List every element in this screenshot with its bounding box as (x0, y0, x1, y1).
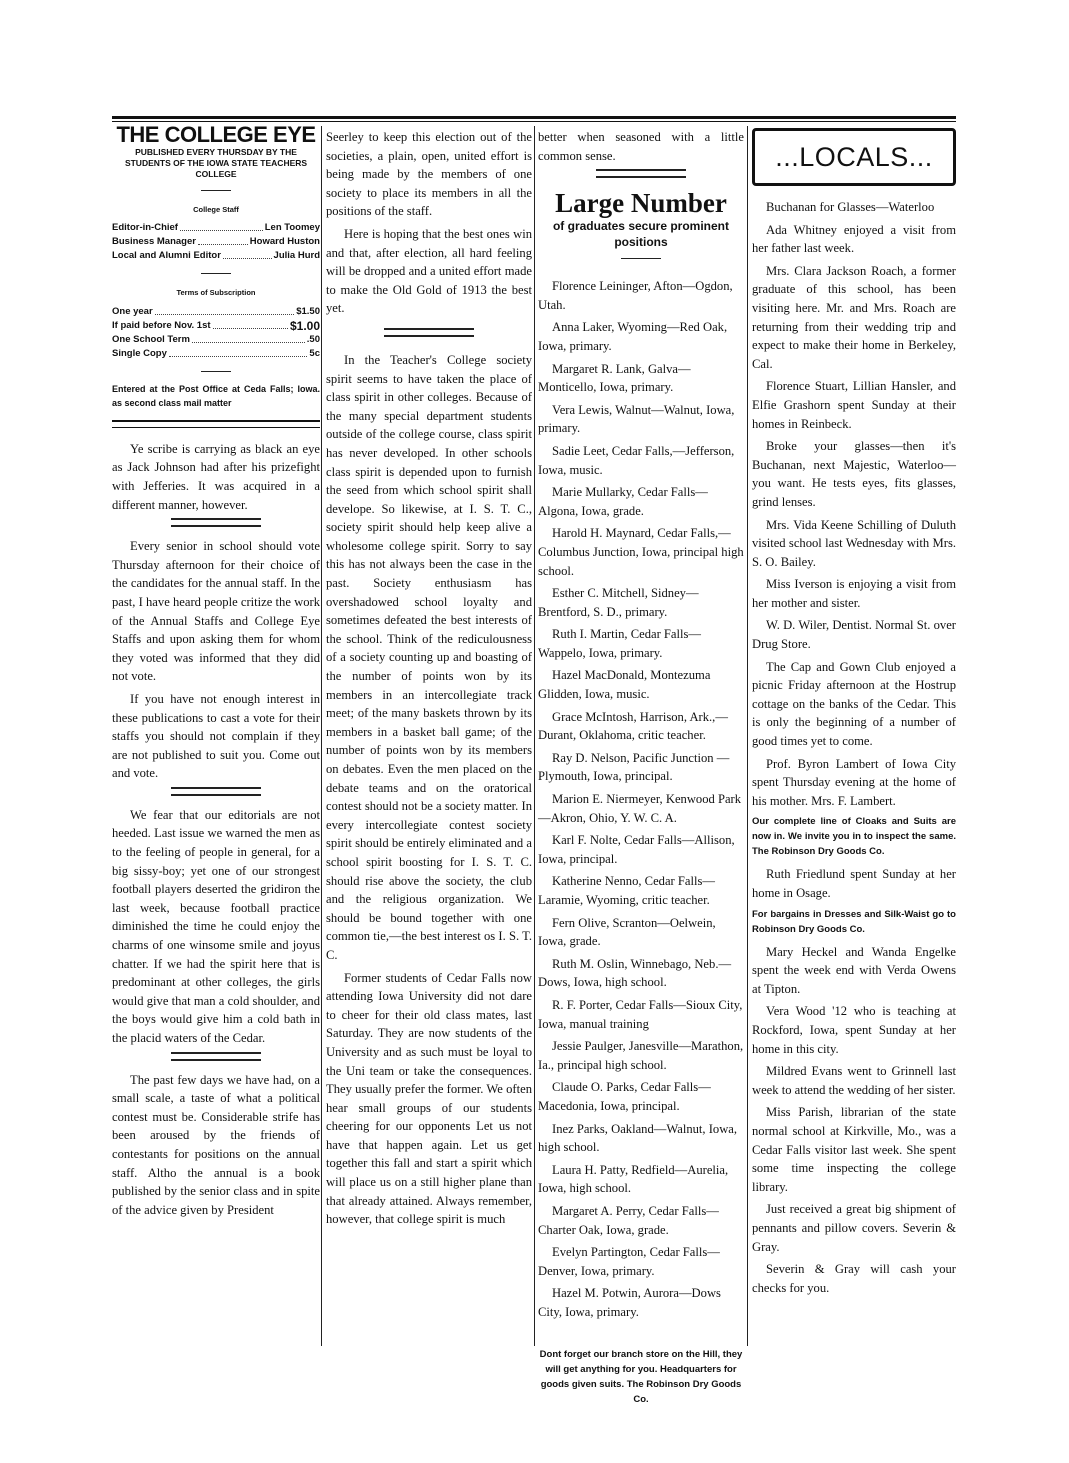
bargains-ad: For bargains in Dresses and Silk-Waist go to Robinson Dry Goods Co. (752, 908, 956, 935)
short-rule (201, 190, 231, 191)
staff-row: Editor-in-Chief Len Toomey (112, 222, 320, 234)
short-rule (201, 273, 231, 274)
local-item: Miss Iverson is enjoying a visit from her mother and sister. (752, 577, 956, 610)
graduate-entry: R. F. Porter, Cedar Falls—Sioux City, Iowa, manual training (538, 997, 743, 1031)
graduate-list (538, 277, 744, 1321)
graduate-entry: Margaret A. Perry, Cedar Falls—Charter Oak, Iowa, grade. (538, 1203, 719, 1237)
price-row: One year $1.50 (112, 305, 320, 317)
short-rule (621, 258, 661, 259)
locals-list (752, 943, 956, 1298)
graduate-entry: Vera Lewis, Walnut—Walnut, Iowa, primary. (538, 402, 735, 436)
price-row: Single Copy 5c (112, 347, 320, 359)
separator (596, 169, 686, 178)
local-item: Vera Wood '12 who is teaching at Rockford, Iowa, spent Sunday at her home in this city. (752, 1004, 956, 1056)
staff-row: Business Manager Howard Huston (112, 236, 320, 248)
separator (384, 328, 474, 337)
column-4 (752, 128, 956, 1301)
graduate-entry: Marie Mullarky, Cedar Falls—Algona, Iowa, grade. (538, 485, 708, 518)
cloaks-ad: Our complete line of Cloaks and Suits are now in. We invite you in to inspect the same. The Robinson Dry Goods Co. (752, 816, 956, 858)
local-item: Mary Heckel and Wanda Engelke spent the week end with Verda Owens at Tipton. (752, 944, 956, 996)
local-item: Broke your glasses—then it's Buchanan, next Majestic, Waterloo—you want. He tests eyes, fits glasses, grind lenses. (752, 439, 956, 509)
locals-title: ...LOCALS... (775, 141, 933, 172)
local-item: Buchanan for Glasses—Waterloo (766, 200, 935, 214)
graduate-entry: Esther C. Mitchell, Sidney—Brentford, S. D., primary. (538, 586, 699, 619)
editorial-paragraph: Former students of Cedar Falls now attending Iowa University did not dare to cheer for their old class mates, last Saturday. They are now students of the University and as such must be loyal to the Uni team or take the consequences. They usually prefer the former. We often hear small groups of our students cheering for our opponents Let us not have that happen again. Let us get together this fall and start a spirit which will place us on a still higher plane than that already attained. Always remember, however, that college spirit is much (326, 970, 532, 1227)
masthead-subtitle: PUBLISHED EVERY THURSDAY BY THE STUDENTS OF THE IOWA STATE TEACHERS COLLEGE (124, 146, 308, 179)
locals-list (752, 198, 956, 810)
graduate-entry: Margaret R. Lank, Galva—Monticello, Iowa, primary. (538, 361, 691, 395)
editorial-paragraph: Here is hoping that the best ones win and that, after election, all hard feeling will be dropped and a united effort made to make the Old Gold of 1913 the best yet. (326, 226, 532, 316)
column-2 (326, 128, 532, 1233)
headline: Large Number (555, 188, 727, 219)
graduate-entry: Florence Leininger, Afton—Ogdon, Utah. (538, 279, 733, 312)
graduate-entry: Ruth M. Oslin, Winnebago, Neb.—Dows, Iowa, high school. (538, 956, 732, 990)
local-item: Florence Stuart, Lillian Hansler, and Elfie Grashorn spent Sunday at their homes in Reinbeck. (752, 379, 956, 431)
staff-heading: College Staff (193, 204, 239, 214)
subheadline: of graduates secure prominent positions (552, 219, 730, 250)
local-item: Ruth Friedlund spent Sunday at her home in Osage. (752, 867, 956, 900)
graduate-entry: Laura H. Patty, Redfield—Aurelia, Iowa, high school. (538, 1162, 729, 1196)
editorial-paragraph: Ye scribe is carrying as black an eye as Jack Johnson had after his prizefight with Jefferies. It was acquired in a different manner, however. (112, 441, 320, 512)
column-1 (112, 122, 320, 1223)
graduate-entry: Sadie Leet, Cedar Falls,—Jefferson, Iowa, music. (538, 443, 735, 477)
graduate-entry: Karl F. Nolte, Cedar Falls—Allison, Iowa, principal. (538, 833, 735, 866)
local-item: Prof. Byron Lambert of Iowa City spent Thursday evening at the home of his mother. Mrs. F. Lambert. (752, 756, 956, 808)
graduate-entry: Evelyn Partington, Cedar Falls—Denver, Iowa, primary. (538, 1245, 720, 1278)
editorial-paragraph: We fear that our editorials are not heeded. Last issue we warned the men as to the feeling of people in general, for a big sissy-boy; yet one of our strongest football players deserted the gridiron the last week, because football practice diminished the time he could enjoy the charms of one winsome smile and joyus chatter. If we had the spirit here that is predominant at other colleges, the girls would give that man a cold shoulder, and the boys would give him a cold bath in the placid waters of the Cedar. (112, 807, 320, 1045)
local-item: Mildred Evans went to Grinnell last week to attend the wedding of her sister. (752, 1064, 956, 1097)
graduate-entry: Claude O. Parks, Cedar Falls—Macedonia, Iowa, principal. (538, 1080, 711, 1113)
top-rule (112, 116, 956, 119)
separator (171, 1052, 261, 1061)
local-item: Ada Whitney enjoyed a visit from her father last week. (752, 222, 956, 256)
graduate-entry: Inez Parks, Oakland—Walnut, Iowa, high school. (538, 1121, 738, 1155)
editorial-paragraph: Every senior in school should vote Thursday afternoon for their choice of the candidates for the annual staff. In the past, I have heard people critize the work of the Annual Staffs and College Eye Staffs and upon asking them for whom they voted was informed that they did not vote. (112, 539, 320, 684)
locals-box (752, 128, 956, 186)
graduate-entry: Fern Olive, Scranton—Oelwein, Iowa, grade. (538, 915, 716, 949)
graduate-entry: Ruth I. Martin, Cedar Falls—Wappelo, Iowa, primary. (538, 627, 702, 660)
local-item: The Cap and Gown Club enjoyed a picnic Friday afternoon at the Hostrup cottage on the banks of the Cedar. This is only the beginning of a number of good times yet to come. (752, 659, 956, 749)
column-divider (534, 126, 535, 1346)
price-row: One School Term .50 (112, 333, 320, 345)
staff-row: Local and Alumni Editor Julia Hurd (112, 250, 320, 262)
separator (171, 787, 261, 796)
graduate-entry: Katherine Nenno, Cedar Falls—Laramie, Wyoming, critic teacher. (538, 874, 715, 907)
subscription-heading: Terms of Subscription (176, 288, 256, 298)
graduate-entry: Harold H. Maynard, Cedar Falls,—Columbus Junction, Iowa, principal high school. (538, 526, 744, 578)
local-item: Mrs. Clara Jackson Roach, a former graduate of this school, has been visiting here. Mr. and Mrs. Roach are returning from their wedding trip and expect to make their home in Berkeley, Cal. (752, 263, 956, 371)
graduate-entry: Jessie Paulger, Janesville—Marathon, Ia., principal high school. (538, 1039, 744, 1072)
price-row: If paid before Nov. 1st $1.00 (112, 318, 320, 333)
short-rule (201, 371, 231, 372)
separator (171, 518, 261, 527)
editorial-paragraph: In the Teacher's College society spirit seems to have taken the place of class spirit in other colleges. Because of the many special department students outside of the college course, class spirit has never developed. In other schools class spirit is depended upon to furnish the seed from which school spirit shall develope. So likewise, at I. S. T. C., society spirit should help keep alive a wholesome college spirit. Sorry to say this has not always been the case in the past. Society enthusiasm has overshadowed school loyalty and sometimes defeated the best interests of the school. Think of the rediculousness of a society counting up and boasting of the number of points won by its members in an intercollegiate track meet; of the many baskets thrown by its members in a basket ball game; of the number of points won by its members on debates. Even the men placed on the debate teams and on the oratorical contest should not be a society matter. In every intercollegiate contest society spirit should be entirely eliminated and a school spirit boosting for I. S. T. C. should rise above the society, the club and the religious organization. We should be bound together with one common tie,—the best interest os I. S. T. C. (326, 352, 532, 962)
local-item: Mrs. Vida Keene Schilling of Duluth visited school last Wednesday with Mrs. S. O. Bailey. (752, 517, 956, 569)
graduate-entry: Ray D. Nelson, Pacific Junction —Plymouth, Iowa, principal. (538, 750, 730, 784)
graduate-entry: Marion E. Niermeyer, Kenwood Park—Akron, Ohio, Y. W. C. A. (538, 792, 742, 825)
local-item: W. D. Wiler, Dentist. Normal St. over Drug Store. (752, 618, 956, 652)
masthead-title: THE COLLEGE EYE (116, 122, 316, 147)
graduate-entry: Anna Laker, Wyoming—Red Oak, Iowa, primary. (538, 320, 728, 353)
local-item: Severin & Gray will cash your checks for you. (752, 1262, 956, 1295)
graduate-entry: Hazel MacDonald, Montezuma Glidden, Iowa, music. (538, 668, 711, 702)
column-divider (321, 126, 322, 1346)
graduate-entry: Hazel M. Potwin, Aurora—Dows City, Iowa, primary. (538, 1286, 721, 1319)
postal-notice: Entered at the Post Office at Ceda Falls; Iowa. as second class mail matter (112, 383, 320, 408)
double-rule (112, 420, 320, 428)
branch-store-ad: Dont forget our branch store on the Hill, they will get anything for you. Headquarters for goods given suits. The Robinson Dry Goods Co. (539, 1349, 743, 1406)
editorial-paragraph: better when seasoned with a little common sense. (538, 130, 744, 163)
graduate-entry: Grace McIntosh, Harrison, Ark.,—Durant, Oklahoma, critic teacher. (538, 709, 728, 743)
editorial-paragraph: The past few days we have had, on a small scale, a taste of what a political contest must be. Considerable strife has been aroused by the friends of contestants for positions on the annual staff. Altho the annual is a book published by the senior class and in spite of the advice given by President (112, 1072, 320, 1217)
editorial-paragraph: If you have not enough interest in these publications to cast a vote for their staffs you should not complain if they are not published to suit you. Come out and vote. (112, 691, 320, 781)
local-item: Just received a great big shipment of pennants and pillow covers. Severin & Gray. (752, 1202, 956, 1254)
editorial-paragraph: Seerley to keep this election out of the societies, a plain, open, united effort is being made by the members of one society to place its members in all the positions of the staff. (326, 130, 532, 219)
column-3 (538, 128, 744, 1413)
column-divider (747, 126, 748, 1346)
local-item: Miss Parish, librarian of the state normal school at Kirkville, Mo., was a Cedar Falls visitor last week. She spent some time inspecting the college library. (752, 1105, 956, 1194)
